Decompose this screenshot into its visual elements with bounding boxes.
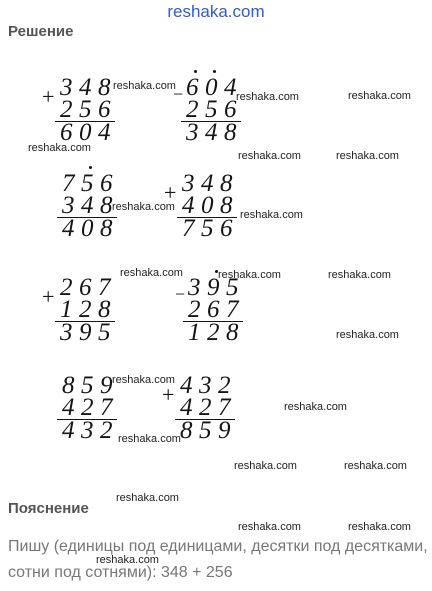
column-subtraction-example xyxy=(173,74,256,147)
bottom-number: 408 xyxy=(182,192,239,219)
borrow-dot xyxy=(89,166,92,169)
watermark: reshaka.com xyxy=(284,401,347,413)
column-addition-example xyxy=(162,372,250,445)
bottom-number: 348 xyxy=(62,192,119,219)
watermark: reshaka.com xyxy=(238,521,301,533)
result-number: 395 xyxy=(60,319,117,346)
top-number: 432 xyxy=(180,372,237,399)
plus-sign: + xyxy=(162,382,175,407)
minus-sign: − xyxy=(175,284,186,304)
bottom-number: 128 xyxy=(60,296,117,323)
plus-sign: + xyxy=(42,284,55,309)
explanation-line: Пишу (единицы под единицами, десятки под десятками, xyxy=(8,538,428,555)
plus-sign: + xyxy=(42,84,55,109)
watermark: reshaka.com xyxy=(336,150,399,162)
watermark: reshaka.com xyxy=(236,91,299,103)
bottom-number: 427 xyxy=(180,394,237,421)
borrow-dot xyxy=(213,70,216,73)
watermark: reshaka.com xyxy=(344,460,407,472)
bottom-number: 256 xyxy=(186,96,243,123)
watermark: reshaka.com xyxy=(118,433,181,445)
borrow-dot xyxy=(194,70,197,73)
result-number: 408 xyxy=(62,215,119,242)
top-number: 395 xyxy=(188,274,245,301)
explanation-line: сотни под сотнями): 348 + 256 xyxy=(8,564,233,581)
bottom-number: 267 xyxy=(188,296,245,323)
watermark: reshaka.com xyxy=(112,374,175,386)
watermark: reshaka.com xyxy=(113,80,176,92)
result-number: 859 xyxy=(180,417,237,444)
solution-heading: Решение xyxy=(8,23,74,40)
result-number: 432 xyxy=(62,417,119,444)
watermark: reshaka.com xyxy=(328,269,391,281)
bottom-number: 256 xyxy=(60,96,117,123)
column-subtraction-example xyxy=(175,274,258,347)
result-number: 348 xyxy=(186,119,243,146)
watermark: reshaka.com xyxy=(348,90,411,102)
site-logo-link[interactable]: reshaka.com xyxy=(167,2,265,21)
watermark: reshaka.com xyxy=(218,269,281,281)
top-number: 348 xyxy=(182,170,239,197)
top-number: 756 xyxy=(62,170,119,197)
watermark: reshaka.com xyxy=(234,460,297,472)
result-number: 604 xyxy=(60,119,117,146)
watermark: reshaka.com xyxy=(238,150,301,162)
top-number: 348 xyxy=(60,74,117,101)
watermark: reshaka.com xyxy=(240,209,303,221)
explanation-text xyxy=(0,534,432,590)
plus-sign: + xyxy=(164,180,177,205)
explanation-heading: Пояснение xyxy=(8,500,89,517)
result-number: 756 xyxy=(182,215,239,242)
column-addition-example xyxy=(42,274,130,347)
result-number: 128 xyxy=(188,319,245,346)
watermark: reshaka.com xyxy=(116,492,179,504)
watermark: reshaka.com xyxy=(348,521,411,533)
top-number: 859 xyxy=(62,372,119,399)
column-addition-example xyxy=(164,170,252,243)
watermark: reshaka.com xyxy=(112,201,175,213)
watermark: reshaka.com xyxy=(120,267,183,279)
top-number: 267 xyxy=(60,274,117,301)
minus-sign: − xyxy=(173,84,184,104)
top-number: 604 xyxy=(186,74,243,101)
watermark: reshaka.com xyxy=(336,329,399,341)
watermark: reshaka.com xyxy=(96,554,159,566)
bottom-number: 427 xyxy=(62,394,119,421)
watermark: reshaka.com xyxy=(28,142,91,154)
